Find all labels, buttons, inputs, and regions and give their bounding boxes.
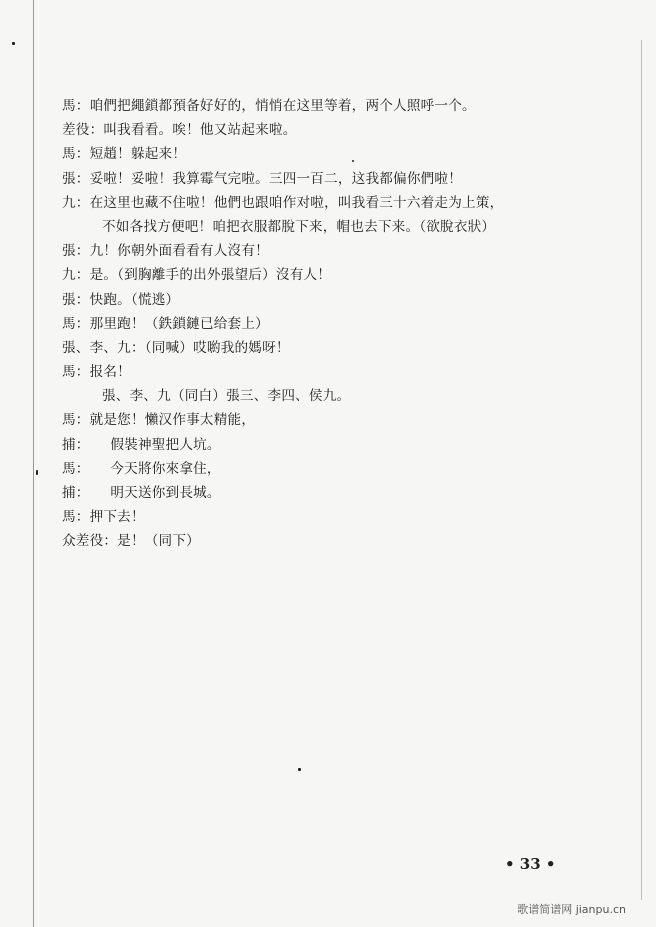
script-text	[62, 94, 602, 554]
dialogue-line: 馬：咱們把繩鎖都預备好好的，悄悄在这里等着，两个人照呼一个。	[62, 98, 476, 114]
dialogue-line: 众差役：是！（同下）	[62, 533, 200, 550]
dialogue-line: 馬：押下去！	[62, 509, 145, 526]
dialogue-line: 馬：短趙！躲起来！	[62, 146, 187, 163]
dialogue-line: 張：妥啦！妥啦！我算霉气完啦。三四一百二，这我都偏你們啦！	[62, 170, 463, 187]
dialogue-line: 馬：那里跑！（鉄鎖鏈已给套上）	[62, 315, 269, 332]
dialogue-line: 張：快跑。（慌逃）	[62, 291, 180, 308]
scan-speck	[36, 470, 38, 475]
dialogue-line: 張、李、九：（同喊）哎喲我的媽呀！	[62, 339, 290, 356]
dialogue-line: 九：在这里也藏不住啦！他們也跟咱作对啦，叫我看三十六着走为上策，	[62, 194, 504, 211]
verse-line: 馬：就是您！懶汉作事太精能，	[62, 412, 256, 429]
dialogue-line-continued: 不如各找方便吧！咱把衣服都脫下来，帽也去下来。（欲脫衣狀）	[102, 218, 496, 235]
page-edge-line	[641, 40, 642, 900]
verse-line: 捕： 明天送你到長城。	[62, 485, 221, 501]
scan-speck	[298, 768, 301, 771]
scan-speck	[12, 42, 15, 45]
verse-line: 捕： 假裝神聖把人坑。	[62, 436, 221, 453]
verse-line: 馬： 今天將你來拿住，	[62, 460, 221, 477]
page-number: • 33 •	[505, 855, 556, 873]
dialogue-line: 差役：叫我看看。唉！他又站起来啦。	[62, 122, 297, 139]
binding-margin-line	[33, 0, 34, 927]
dialogue-line-continued: 張、李、九（同白）張三、李四、侯九。	[102, 388, 351, 405]
dialogue-line: 張：九！你朝外面看看有人沒有！	[62, 243, 269, 260]
watermark: 歌谱简谱网 jianpu.cn	[517, 903, 626, 916]
dialogue-line: 馬：报名！	[62, 364, 131, 381]
dialogue-line: 九：是。（到胸離手的出外張望后）沒有人！	[62, 267, 332, 284]
